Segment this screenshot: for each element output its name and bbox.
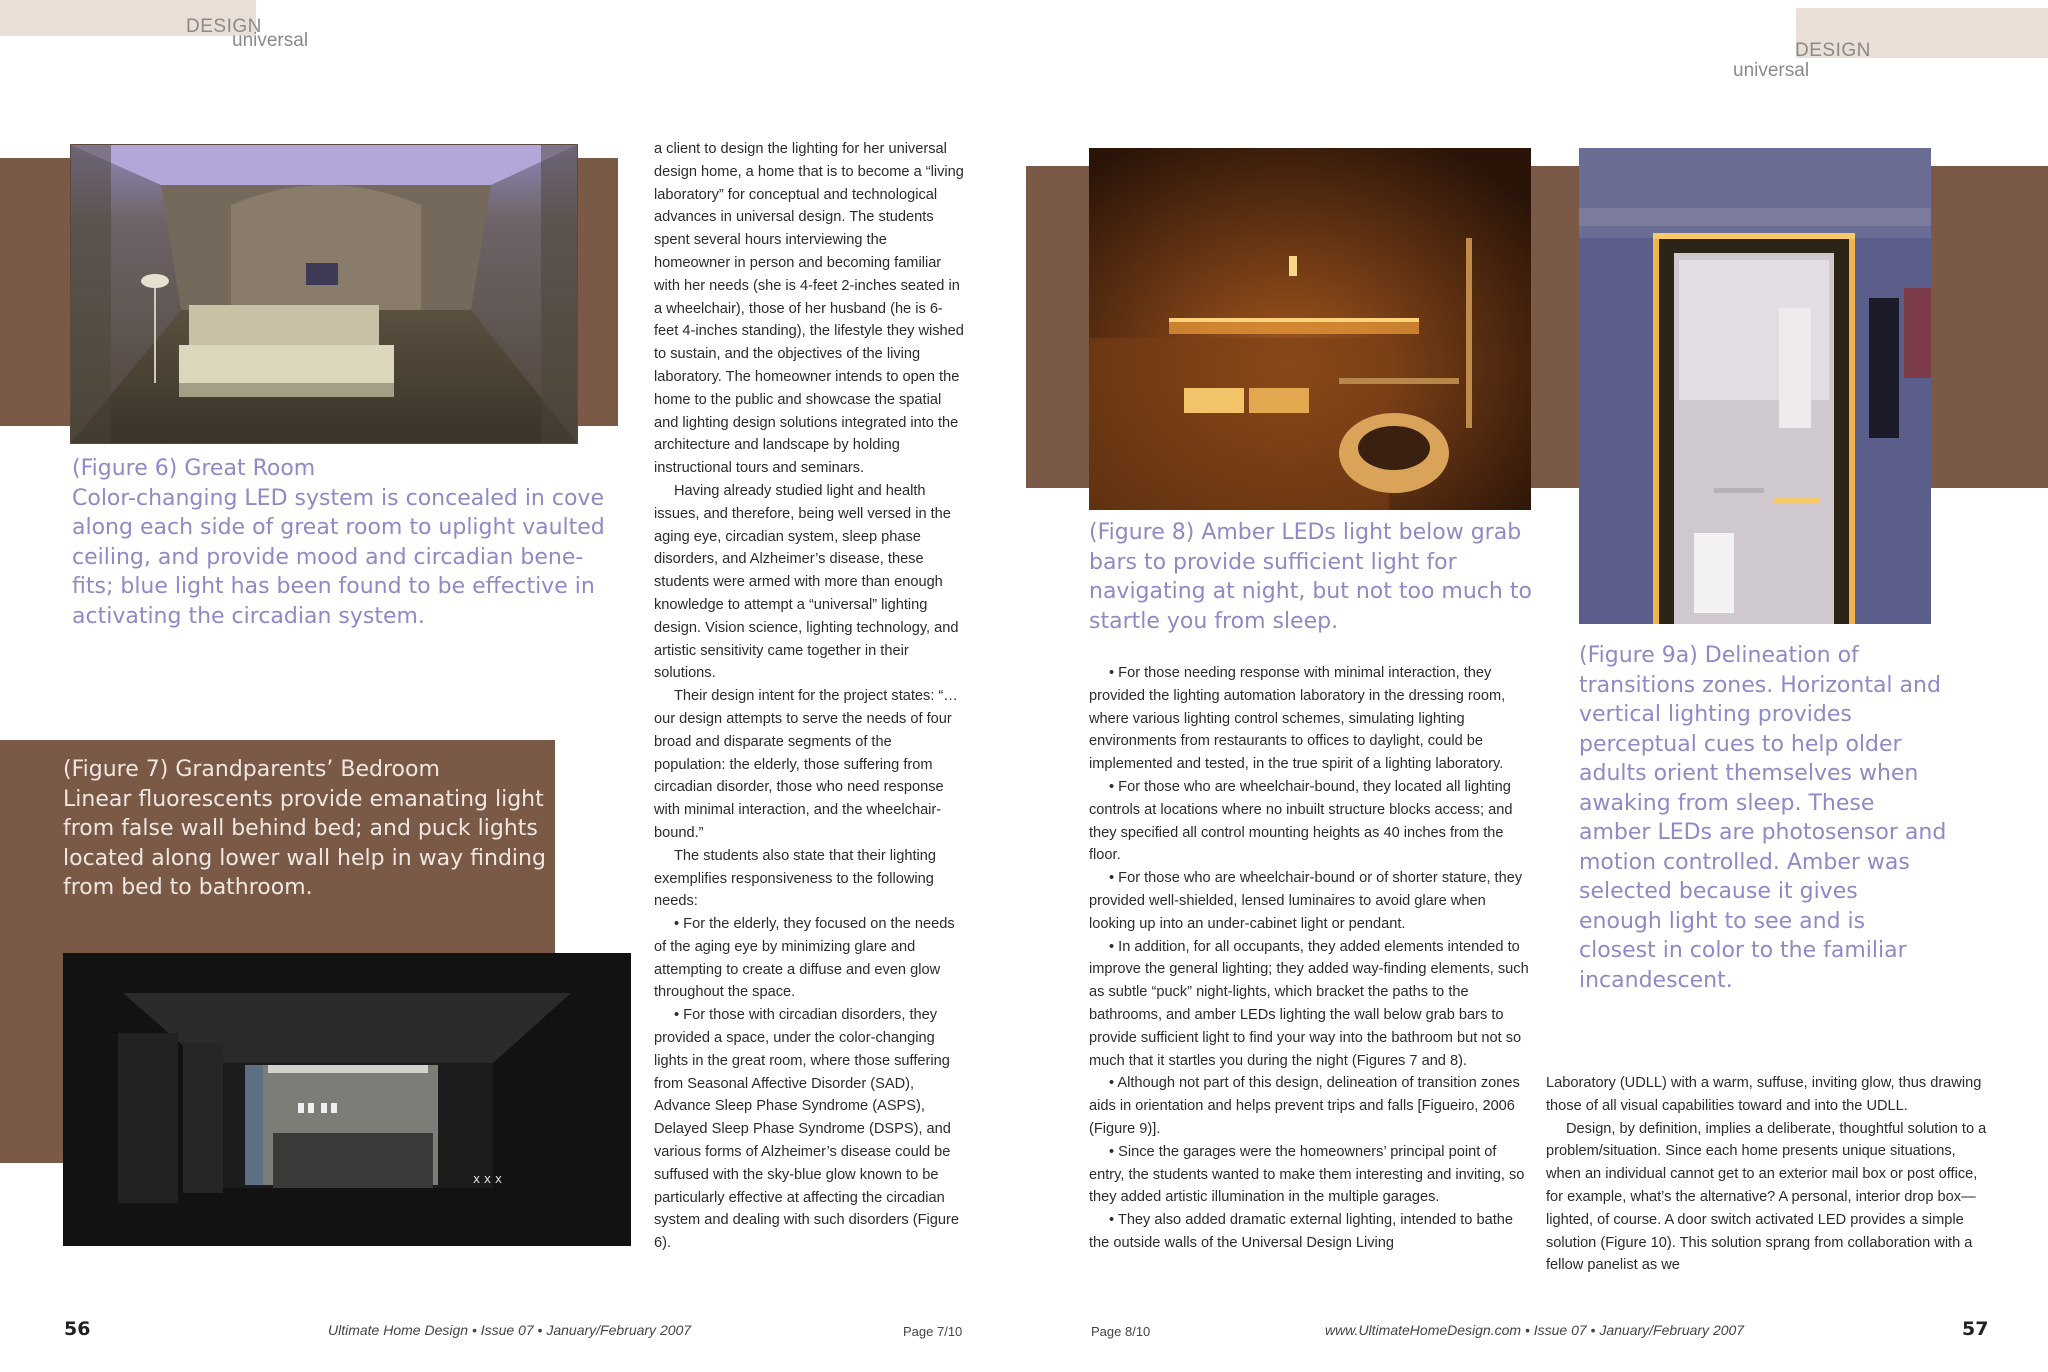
figure6-title: (Figure 6) Great Room [72, 456, 316, 481]
left-page-number: 56 [64, 1318, 91, 1340]
right-col1-para-4: • In addition, for all occupants, they added elements intended to improve the general lighting; they added way-finding elements, such as subtle “puck” night-lights, which bracket the paths to the bathrooms, and amber LEDs lighting the wall below grab bars to provide sufficient light to find your way into the bathroom but not so much that it startles you during the night (Figures 7 and 8). [1089, 938, 1529, 1069]
figure9a-doorway-photo [1579, 148, 1931, 624]
left-footer-publication: Ultimate Home Design • Issue 07 • January/February 2007 [328, 1322, 692, 1338]
right-col1-para-3: • For those who are wheelchair-bound or of shorter stature, they provided well-shielded, lensed luminaires to avoid glare when looking up into an under-cabinet light or pendant. [1089, 870, 1523, 932]
left-header-universal: universal [232, 30, 309, 51]
right-pdf-page: Page 8/10 [1091, 1324, 1151, 1339]
figure9a-caption: (Figure 9a) Delineation of transitions zones. Horizontal and vertical lighting provides perceptual cues to help older adults orient themselves when awaking from sleep. These amber LEDs are photosensor and motion controlled. Amber was selected because it gives enough light to see and is closest in color to the familiar incandescent. [1579, 643, 1947, 993]
right-col2-para-1: Laboratory (UDLL) with a warm, suffuse, inviting glow, thus drawing those of all visual capabilities toward and into the UDLL. [1546, 1075, 1982, 1114]
right-col1-para-6: • Since the garages were the homeowners’ principal point of entry, the students wanted to make them interesting and inviting, so they added artistic illumination in the multiple garages. [1089, 1143, 1525, 1206]
figure7-bedroom-photo [63, 953, 631, 1246]
left-para-5: • For the elderly, they focused on the needs of the aging eye by minimizing glare and attempting to create a diffuse and even glow throughout the space. [654, 916, 955, 1001]
right-col1-para-1: • For those needing response with minimal interaction, they provided the lighting automation laboratory in the dressing room, where various lighting control schemes, simulating lighting environments from restaurants to offices to daylight, could be implemented and tested, in the true spirit of a lighting laboratory. [1089, 665, 1506, 773]
figure8-caption: (Figure 8) Amber LEDs light below grab bars to provide sufficient light for navigating at night, but not too much to startle you from sleep. [1089, 520, 1532, 634]
figure6-caption [72, 454, 612, 631]
figure6-great-room-photo [70, 144, 578, 444]
right-body-column-2 [1546, 1072, 1992, 1277]
left-body-column [654, 138, 966, 1255]
left-header-design: DESIGN [186, 16, 262, 37]
right-footer-publication: www.UltimateHomeDesign.com • Issue 07 • January/February 2007 [1325, 1322, 1745, 1338]
left-para-2: Having already studied light and health issues, and therefore, being well versed in the aging eye, circadian system, sleep phase disorders, and Alzheimer’s disease, these students were armed with more than enough knowledge to attempt a “universal” lighting design. Vision science, lighting technology, and artistic sensitivity came together in their solutions. [654, 482, 959, 682]
left-para-4: The students also state that their lighting exemplifies responsiveness to the following needs: [654, 847, 937, 910]
figure7-text: Linear fluorescents provide emanating light from false wall behind bed; and puck lights located along lower wall help in way finding from bed to bathroom. [63, 786, 546, 900]
left-para-3: Their design intent for the project states: “…our design attempts to serve the needs of four broad and disparate segments of the population: the elderly, those suffering from circadian disorder, those who need response with minimal interaction, and the wheelchair-bound.” [654, 688, 958, 841]
left-pdf-page: Page 7/10 [903, 1324, 963, 1339]
right-page-number: 57 [1962, 1318, 1989, 1340]
right-body-column-1 [1089, 662, 1531, 1255]
left-para-6: • For those with circadian disorders, they provided a space, under the color-changing lights in the great room, where those suffering from Seasonal Affective Disorder (SAD), Advance Sleep Phase Syndrome (ASPS), Delayed Sleep Phase Syndrome (DSPS), and various forms of Alzheimer’s disease could be suffused with the sky-blue glow known to be particularly effective at affecting the circadian system and dealing with such disorders (Figure 6). [654, 1007, 959, 1252]
right-col1-para-2: • For those who are wheelchair-bound, they located all lighting controls at locations where no inbuilt structure blocks access; and they specified all control mounting heights as 40 inches from the floor. [1089, 778, 1513, 864]
left-para-1: a client to design the lighting for her universal design home, a home that is to become a “living laboratory” for conceptual and technological advances in universal design. The students spent several hours interviewing the homeowner in person and becoming familiar with her needs (she is 4-feet 2-inches seated in a wheelchair), those of her husband (he is 6-feet 4-inches standing), the lifestyle they wished to sustain, and the objectives of the living laboratory. The homeowner intends to open the home to the public and showcase the spatial and lighting design solutions integrated into the architecture and landscape by holding instructional tours and seminars. [654, 141, 964, 477]
right-header-universal: universal [1733, 60, 1810, 81]
right-col1-para-7: • They also added dramatic external lighting, intended to bathe the outside walls of the Universal Design Living [1089, 1212, 1514, 1251]
figure6-text: Color-changing LED system is concealed in cove along each side of great room to uplight vaulted ceiling, and provide mood and circadian bene-fits; blue light has been found to be effective in activating the circadian system. [72, 485, 605, 629]
right-col2-para-2: Design, by definition, implies a deliberate, thoughtful solution to a problem/situation. Since each home presents unique situations, when an individual cannot get to an exterior mail box or post office, for example, what’s the alternative? A personal, interior drop box—lighted, of course. A door switch activated LED provides a simple solution (Figure 10). This solution sprang from collaboration with a fellow panelist as we [1546, 1120, 1987, 1274]
figure8-grab-bar-photo [1089, 148, 1531, 510]
right-col1-para-5: • Although not part of this design, delineation of transition zones aids in orientation and helps prevent trips and falls [Figueiro, 2006 (Figure 9)]. [1089, 1075, 1520, 1137]
figure7-title: (Figure 7) Grandparents’ Bedroom [63, 757, 440, 782]
svg-text:x x x: x x x [473, 1172, 502, 1186]
right-header-design: DESIGN [1795, 40, 1871, 61]
figure7-caption [63, 755, 548, 903]
